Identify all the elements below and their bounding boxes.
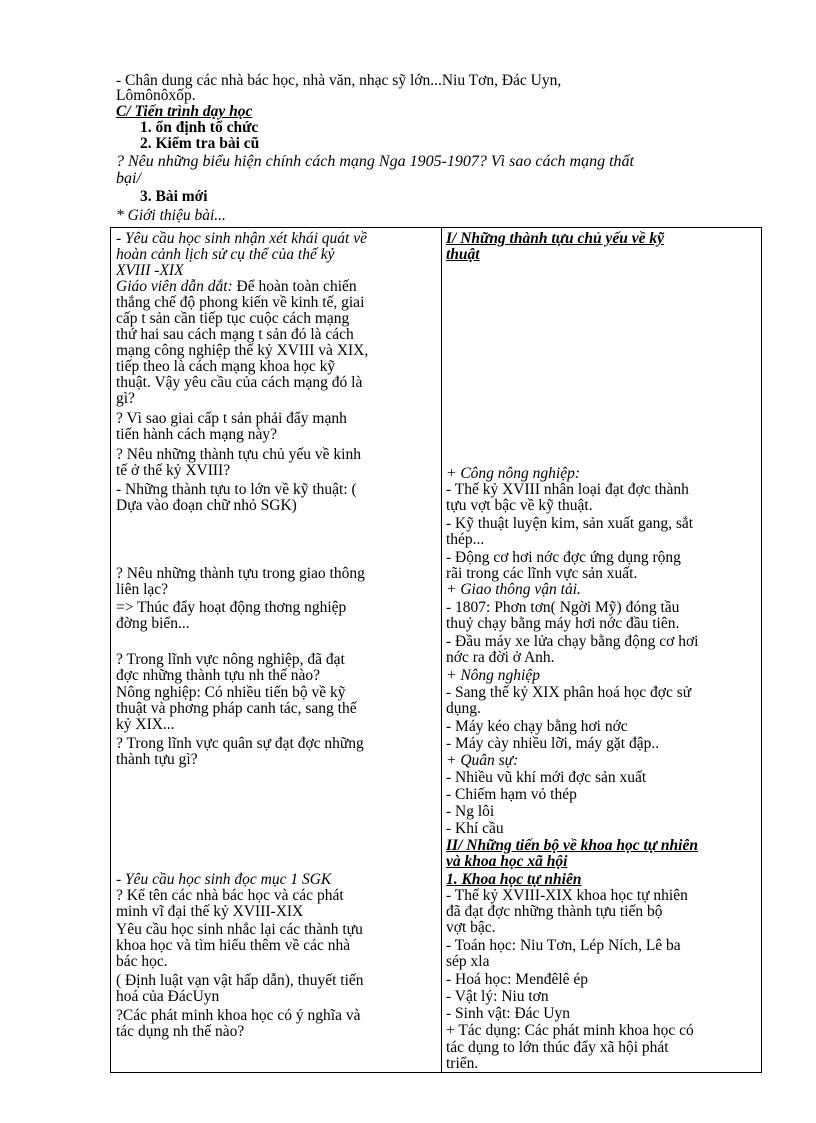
left-cell-line: liên lạc? <box>116 581 169 598</box>
section-c-heading: C/ Tiến trình dạy học <box>116 103 253 120</box>
left-cell-line: khoa học và tìm hiểu thêm về các nhà <box>116 937 351 954</box>
right-cell-line: đã đạt đợc những thành tựu tiến bộ <box>446 903 663 920</box>
left-cell-line: ?Các phát minh khoa học có ý nghĩa và <box>116 1007 361 1024</box>
left-cell-line: mạng công nghiệp thế kỷ XVIII và XIX, <box>116 342 369 359</box>
right-cell-line: triển. <box>446 1055 479 1072</box>
left-cell-line: => Thúc đẩy hoạt động thơng nghiệp <box>116 599 347 616</box>
step-1-heading: 1. ổn định tổ chức <box>140 119 259 136</box>
right-cell-line: - Sinh vật: Đác Uyn <box>446 1005 570 1022</box>
review-question: ? Nêu những biểu hiện chính cách mạng Nga 1905-1907? Vì sao cách mạng thất <box>116 153 634 170</box>
right-cell-line: - Ng lôi <box>446 803 495 820</box>
left-cell-line: Dựa vào đoạn chữ nhỏ SGK) <box>116 497 297 514</box>
right-cell-line: - Máy cày nhiều lỡi, máy gặt đập.. <box>446 735 660 752</box>
left-cell-line: ? Trong lĩnh vực nông nghiệp, đã đạt <box>116 651 345 668</box>
right-cell-line: - Thế kỷ XVIII-XIX khoa học tự nhiên <box>446 887 688 904</box>
right-cell-line: tựu vợt bậc về kỹ thuật. <box>446 497 593 514</box>
right-heading-2: II/ Những tiến bộ về khoa học tự nhiên <box>446 837 698 854</box>
right-cell-line: + Công nông nghiệp: <box>446 465 581 482</box>
left-cell-line: XVIII -XIX <box>116 262 184 279</box>
teacher-lead-text: Để hoàn toàn chiến <box>232 278 357 295</box>
right-cell-line: - Toán học: Niu Tơn, Lép Ních, Lê ba <box>446 937 681 954</box>
left-cell-line: cấp t sản cần tiếp tục cuộc cách mạng <box>116 310 350 327</box>
left-cell-line: ( Định luật vạn vật hấp dẫn), thuyết tiến <box>116 972 364 989</box>
left-cell-line: Nông nghiệp: Có nhiều tiến bộ về kỹ <box>116 684 346 701</box>
right-cell-line: - Sang thế kỷ XIX phân hoá học đợc sử <box>446 684 692 701</box>
right-cell-line: - Khí cầu <box>446 820 504 837</box>
right-cell-line: - Thế kỷ XVIII nhân loại đạt đợc thành <box>446 481 689 498</box>
left-cell-line: - Yêu cầu học sinh đọc mục 1 SGK <box>116 871 332 888</box>
step-3-heading: 3. Bài mới <box>140 188 208 205</box>
left-cell-line: tiến hành cách mạng này? <box>116 426 277 443</box>
table-column-divider <box>441 227 442 1073</box>
left-cell-line: đờng biển... <box>116 615 190 632</box>
step-2-heading: 2. Kiểm tra bài cũ <box>140 135 260 152</box>
teacher-lead-label: Giáo viên dẫn dắt: <box>116 278 233 295</box>
left-cell-line: hoàn cảnh lịch sử cụ thể của thế kỷ <box>116 246 335 263</box>
left-cell-line: ? Nêu những thành tựu chủ yếu về kinh <box>116 446 361 463</box>
right-cell-line: nớc ra đời ở Anh. <box>446 649 555 666</box>
left-cell-line: thắng chế độ phong kiến về kinh tế, giai <box>116 294 365 311</box>
right-cell-line: - Chiếm hạm vỏ thép <box>446 786 577 803</box>
left-cell-line: tế ở thế kỷ XVIII? <box>116 462 231 479</box>
left-cell-line: kỷ XIX... <box>116 716 175 733</box>
left-cell-line: thứ hai sau cách mạng t sản đó là cách <box>116 326 354 343</box>
right-cell-line: - Kỹ thuật luyện kim, sản xuất gang, sắt <box>446 515 694 532</box>
left-cell-line: đợc những thành tựu nh thế nào? <box>116 667 321 684</box>
right-cell-line: sép xla <box>446 953 490 970</box>
left-cell-line: thuật. Vậy yêu cầu của cách mạng đó là <box>116 374 363 391</box>
left-cell-line: ? Vì sao giai cấp t sản phải đẩy mạnh <box>116 410 347 427</box>
left-cell-line: bác học. <box>116 953 168 970</box>
materials-line: - Chân dung các nhà bác học, nhà văn, nhạc sỹ lớn...Niu Tơn, Đác Uyn, <box>116 72 562 89</box>
left-cell-line: hoá của ĐácUyn <box>116 988 220 1005</box>
right-cell-line: rãi trong các lĩnh vực sản xuất. <box>446 565 638 582</box>
left-cell-line: gì? <box>116 390 135 407</box>
left-cell-line: - Những thành tựu to lớn về kỹ thuật: ( <box>116 481 357 498</box>
right-cell-line: + Tác dụng: Các phát minh khoa học có <box>446 1022 694 1039</box>
right-cell-line: - Đầu máy xe lửa chạy bằng động cơ hơi <box>446 633 699 650</box>
right-heading-1: I/ Những thành tựu chủ yếu về kỹ <box>446 230 664 247</box>
right-heading-2-cont: và khoa học xã hội <box>446 853 568 870</box>
left-cell-line <box>116 279 357 295</box>
right-cell-line: dụng. <box>446 700 481 717</box>
review-question-cont: bại/ <box>116 170 141 187</box>
right-cell-line: - 1807: Phơn tơn( Ngời Mỹ) đóng tầu <box>446 599 680 616</box>
right-cell-line: - Động cơ hơi nớc đợc ứng dụng rộng <box>446 549 681 566</box>
right-cell-line: - Máy kéo chạy bằng hơi nớc <box>446 718 628 735</box>
right-cell-line: - Hoá học: Menđêlê ép <box>446 971 589 988</box>
left-cell-line: Yêu cầu học sinh nhắc lại các thành tựu <box>116 921 363 938</box>
left-cell-line: - Yêu cầu học sinh nhận xét khái quát về <box>116 230 367 247</box>
left-cell-line: tiếp theo là cách mạng khoa học kỹ <box>116 358 336 375</box>
right-cell-line: tác dụng to lớn thúc đẩy xã hội phát <box>446 1039 669 1056</box>
right-heading-1-cont: thuật <box>446 246 480 263</box>
left-cell-line: tác dụng nh thế nào? <box>116 1023 245 1040</box>
right-cell-line: + Quân sự: <box>446 752 519 769</box>
left-cell-line: thành tựu gì? <box>116 751 198 768</box>
left-cell-line: ? Trong lĩnh vực quân sự đạt đợc những <box>116 735 364 752</box>
left-cell-line: ? Nêu những thành tựu trong giao thông <box>116 565 365 582</box>
right-cell-line: thép... <box>446 531 485 548</box>
right-cell-line: + Nông nghiệp <box>446 667 540 684</box>
right-cell-line: - Vật lý: Niu tơn <box>446 988 549 1005</box>
right-cell-line: thuỷ chạy bằng máy hơi nớc đầu tiên. <box>446 615 680 632</box>
right-cell-line: + Giao thông vận tải. <box>446 581 581 598</box>
materials-line-cont: Lômônôxốp. <box>116 87 196 104</box>
right-cell-line: - Nhiều vũ khí mới đợc sản xuất <box>446 769 647 786</box>
left-cell-line: ? Kể tên các nhà bác học và các phát <box>116 887 344 904</box>
lesson-intro-label: * Giới thiệu bài... <box>116 208 226 224</box>
right-cell-line: vợt bậc. <box>446 919 496 936</box>
left-cell-line: minh vĩ đại thế kỷ XVIII-XIX <box>116 903 304 920</box>
left-cell-line: thuật và phơng pháp canh tác, sang thế <box>116 700 357 717</box>
right-subheading-1: 1. Khoa học tự nhiên <box>446 871 582 888</box>
